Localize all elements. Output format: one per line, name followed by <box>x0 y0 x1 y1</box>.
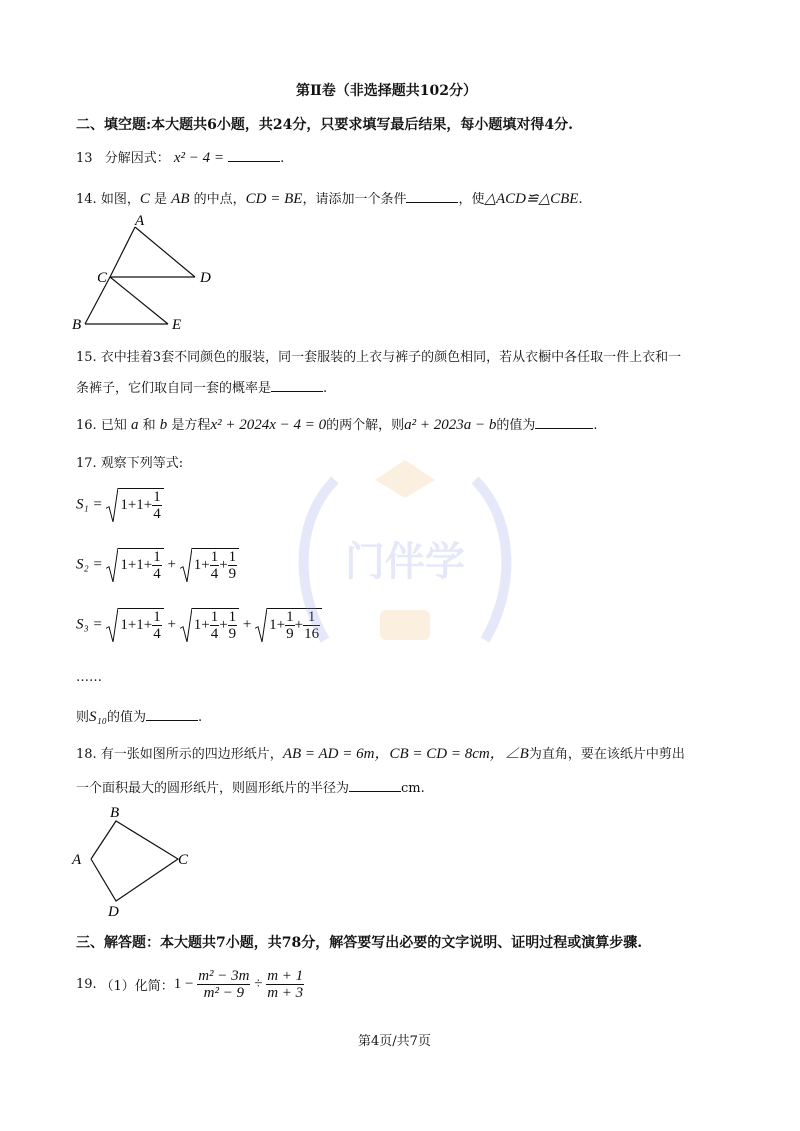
figure-18-quadrilateral <box>66 802 206 920</box>
q19-number: 19. <box>76 977 97 992</box>
q18-answer-blank[interactable] <box>349 779 401 792</box>
q17-ask-a: 则 <box>76 710 90 725</box>
q17-ellipsis: …… <box>76 670 102 685</box>
q17-answer-blank[interactable] <box>146 708 198 721</box>
q14-text-b: 是 <box>154 192 168 207</box>
q14-text-e: ，使 <box>458 192 485 207</box>
q17-s3-sqrt-1: 1+1+ $\frac{1}{4}$ <box>106 608 163 642</box>
q16-t5: 的值为 <box>496 418 536 433</box>
question-16 <box>76 414 598 434</box>
q19-one-minus: 1 − <box>173 976 194 992</box>
q18-line1-b: 为直角，要在该纸片中剪出 <box>528 747 685 762</box>
q15-answer-blank[interactable] <box>271 379 323 392</box>
q17-ask-b: 的值为 <box>106 710 146 725</box>
q15-end: . <box>323 381 328 396</box>
q16-answer-blank[interactable] <box>535 416 593 429</box>
fig14-label-b: B <box>72 317 82 333</box>
fig18-label-d: D <box>108 904 119 920</box>
q17-s2-sqrt-2: 1+ $\frac{1}{4}$ + $\frac{1}{9}$ <box>180 548 239 582</box>
page-footer: 第4页/共7页 <box>358 1034 431 1049</box>
question-15-line1: 15. 衣中挂着3套不同颜色的服装，同一套服装的上衣与裤子的颜色相同，若从衣橱中各任取一件上衣和一 <box>76 350 682 365</box>
q17-s2-sqrt-1: 1+1+ $\frac{1}{4}$ <box>106 548 163 582</box>
q16-var-a: a <box>130 417 139 433</box>
q18-condition: AB = AD = 6m，CB = CD = 8cm，∠B <box>282 746 529 762</box>
q17-s3-sqrt-3: 1+ $\frac{1}{9}$ + $\frac{1}{16}$ <box>255 608 322 642</box>
q16-equation: x² + 2024x − 4 = 0 <box>210 417 327 433</box>
q16-end: . <box>593 418 598 433</box>
q17-s2-label: S₂ = <box>76 556 103 573</box>
q13-prefix: 分解因式： <box>104 151 170 166</box>
question-13 <box>76 147 284 167</box>
q19-fraction-1 <box>197 968 250 1001</box>
q16-number: 16. <box>76 418 97 433</box>
q13-number: 13 <box>76 151 93 166</box>
q16-var-b: b <box>159 417 168 433</box>
question-18-line2 <box>76 777 425 796</box>
part3-header: 三、解答题：本大题共7小题，共78分，解答要写出必要的文字说明、证明过程或演算步骤. <box>76 935 643 951</box>
q19-denominator-1: m² − 9 <box>203 985 245 1001</box>
fig18-label-c: C <box>178 852 189 868</box>
q14-text-d: ，请添加一个条件 <box>302 192 407 207</box>
q15-line2-text: 条裤子，它们取自同一套的概率是 <box>76 381 272 396</box>
q14-end: . <box>578 192 583 207</box>
q14-number: 14. <box>76 192 97 207</box>
q18-line2-b: cm. <box>401 781 425 796</box>
q19-fraction-2 <box>266 968 304 1001</box>
q19-denominator-2: m + 3 <box>267 985 304 1001</box>
q17-question <box>76 706 202 726</box>
q16-t1: 已知 <box>100 418 127 433</box>
q19-numerator-2: m + 1 <box>267 968 304 984</box>
q18-line2-a: 一个面积最大的圆形纸片，则圆形纸片的半径为 <box>76 781 350 796</box>
q18-line1-a: 18. 有一张如图所示的四边形纸片， <box>76 747 283 762</box>
q16-t2: 和 <box>142 418 156 433</box>
q16-t4: 的两个解，则 <box>326 418 405 433</box>
q17-end: . <box>197 710 203 725</box>
q14-text-c: 的中点， <box>193 192 246 207</box>
q17-s1-row <box>76 488 164 522</box>
question-15-line2 <box>76 377 327 396</box>
q17-s10-label: S₁₀ <box>89 709 107 725</box>
q16-t3: 是方程 <box>171 418 211 433</box>
fig14-label-e: E <box>172 317 182 333</box>
fig14-label-c: C <box>97 270 108 286</box>
watermark-text: 门伴学 <box>345 539 465 585</box>
q14-answer-blank[interactable] <box>406 190 458 203</box>
part2-header: 二、填空题:本大题共6小题，共24分，只要求填写最后结果，每小题填对得4分. <box>76 117 574 133</box>
question-19 <box>76 968 304 1001</box>
q17-s1-sqrt: 1+1+ $\frac{1}{4}$ <box>106 488 163 522</box>
q19-numerator-1: m² − 3m <box>198 968 250 984</box>
q17-s1-label: S₁ = <box>76 496 103 513</box>
fig14-label-a: A <box>135 213 145 229</box>
q16-expression: a² + 2023a − b <box>404 417 497 433</box>
q14-condition: CD = BE <box>245 191 303 207</box>
q14-text-a: 如图， <box>100 192 140 207</box>
q13-end: . <box>280 151 285 166</box>
q14-point-c: C <box>139 191 150 207</box>
q17-s2-row: S₂ = 1+1+ $\frac{1}{4}$ + 1+ $\frac{1}{4}$ + $\frac{1}{9}$ <box>76 548 239 582</box>
figure-14-triangles <box>70 212 230 337</box>
q14-congruence: △ACD≌△CBE <box>484 191 579 207</box>
q19-label: （1）化简： <box>100 979 174 994</box>
q14-segment-ab: AB <box>171 191 190 207</box>
section-title: 第Ⅱ卷（非选择题共102分） <box>296 83 478 99</box>
question-18-line1 <box>76 742 685 763</box>
q13-expression: x² − 4 = <box>173 150 224 166</box>
q17-s3-label: S₃ = <box>76 616 103 633</box>
question-17-intro: 17. 观察下列等式: <box>76 456 184 471</box>
fig14-label-d: D <box>200 270 211 286</box>
q17-s3-sqrt-2: 1+ $\frac{1}{4}$ + $\frac{1}{9}$ <box>180 608 239 642</box>
q17-s3-row: S₃ = 1+1+ $\frac{1}{4}$ + 1+ $\frac{1}{4}$ + $\frac{1}{9}$ + 1+ $\frac{1}{9}$ + $\frac{1}{16}$ <box>76 608 322 642</box>
watermark-logo <box>285 440 525 700</box>
fig18-label-a: A <box>72 852 82 868</box>
q13-answer-blank[interactable] <box>228 149 280 162</box>
question-14 <box>76 188 583 208</box>
fig18-label-b: B <box>110 805 120 821</box>
q19-divide: ÷ <box>254 976 263 992</box>
